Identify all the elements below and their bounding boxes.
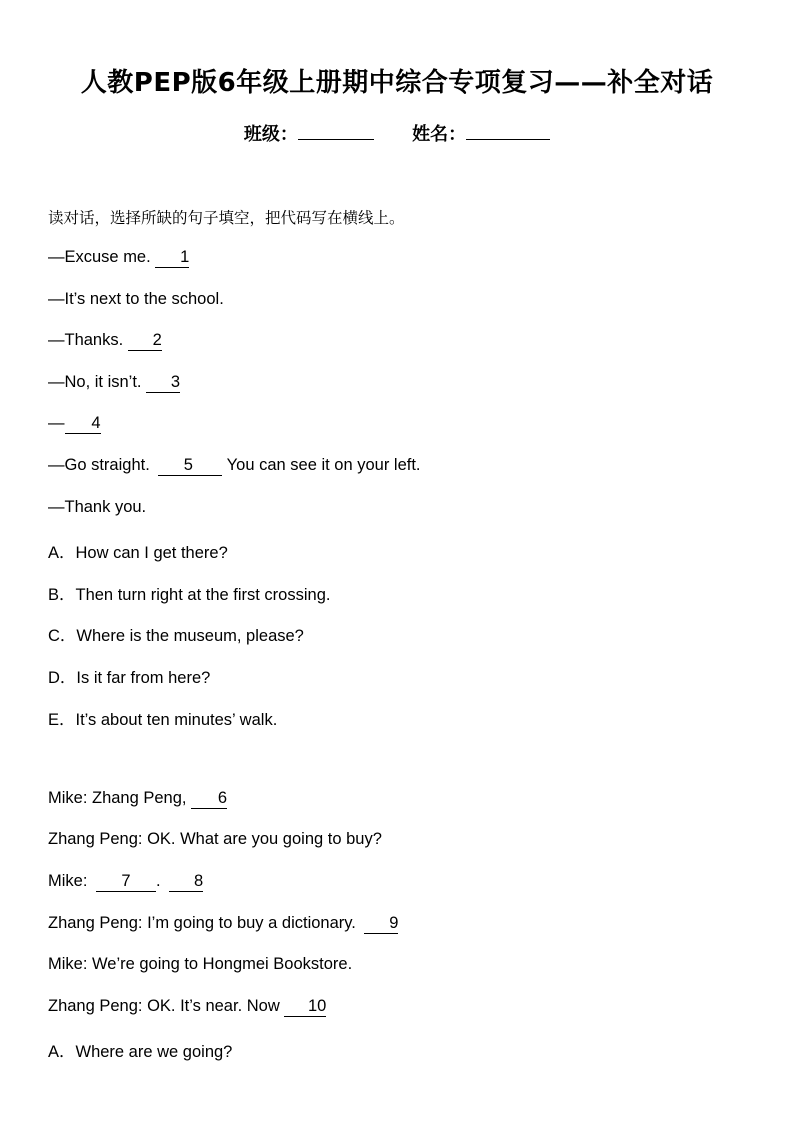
option-item: B．Then turn right at the first crossing. (48, 586, 331, 604)
option-item: E．It’s about ten minutes’ walk. (48, 711, 278, 729)
dialog-line (48, 997, 326, 1017)
name-label: 姓名： (412, 124, 467, 145)
name-blank[interactable] (466, 123, 550, 140)
instruction: 读对话，选择所缺的句子填空，把代码写在横线上。 (48, 209, 405, 227)
dialog-line (48, 872, 203, 892)
answer-blank[interactable]: 4 (65, 414, 101, 434)
dialog-text: . (156, 872, 166, 890)
answer-blank[interactable]: 1 (155, 248, 189, 268)
dialog-line (48, 414, 101, 434)
answer-blank[interactable]: 9 (364, 914, 398, 934)
dialog-text: —Thanks. (48, 331, 128, 349)
dialog-text: Zhang Peng: I’m going to buy a dictionary. (48, 914, 361, 932)
dialog-line (48, 373, 180, 393)
worksheet-title: 人教PEP版6年级上册期中综合专项复习——补全对话 (80, 68, 714, 98)
dialog-text: Mike: (48, 872, 93, 890)
dialog-line (48, 955, 352, 974)
dialog-line (48, 456, 421, 476)
answer-blank[interactable]: 8 (169, 872, 203, 892)
answer-blank[interactable]: 5 (158, 456, 222, 476)
dialog-text: —Go straight. (48, 456, 155, 474)
dialog-text: — (48, 414, 65, 432)
option-item: A．How can I get there? (48, 544, 228, 562)
dialog-text: Mike: We’re going to Hongmei Bookstore. (48, 955, 353, 973)
dialog-line (48, 248, 189, 268)
option-item: C．Where is the museum, please? (48, 627, 304, 645)
option-item: A．Where are we going? (48, 1043, 233, 1061)
answer-blank[interactable]: 3 (146, 373, 180, 393)
dialog-text: —Thank you. (48, 498, 147, 516)
dialog-line (48, 331, 162, 351)
dialog-text: Mike: Zhang Peng, (48, 789, 192, 807)
answer-blank[interactable]: 6 (191, 789, 227, 809)
student-info-row (0, 120, 794, 146)
dialog-line (48, 914, 398, 934)
class-label: 班级： (243, 124, 298, 145)
dialog-text: —Excuse me. (48, 248, 156, 266)
dialog-line (48, 290, 224, 309)
dialog-line (48, 498, 146, 517)
dialog-text: —It’s next to the school. (48, 290, 224, 308)
option-item: D．Is it far from here? (48, 669, 211, 687)
dialog-text: You can see it on your left. (222, 456, 421, 474)
dialog-text: —No, it isn’t. (48, 373, 147, 391)
answer-blank[interactable]: 2 (128, 331, 162, 351)
dialog-line (48, 830, 382, 849)
dialog-text: Zhang Peng: OK. It’s near. Now (48, 997, 285, 1015)
dialog-line (48, 789, 227, 809)
class-blank[interactable] (298, 123, 374, 140)
answer-blank[interactable]: 10 (284, 997, 326, 1017)
answer-blank[interactable]: 7 (96, 872, 156, 892)
dialog-text: Zhang Peng: OK. What are you going to buy? (48, 830, 382, 848)
